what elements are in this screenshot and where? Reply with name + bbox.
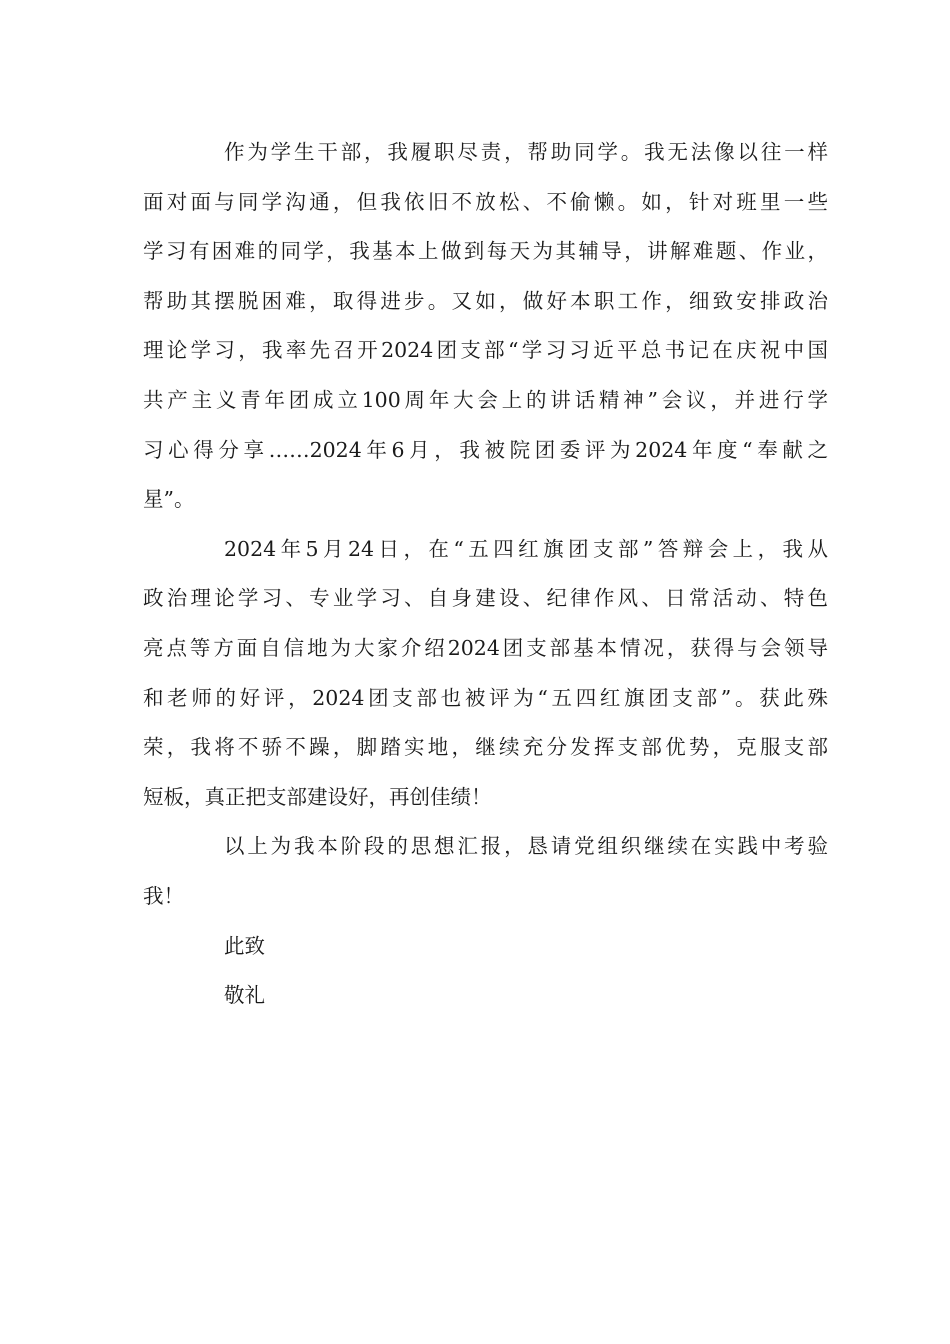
paragraph-student-cadre xyxy=(143,128,828,525)
paragraph-line: 荣，我将不骄不躁，脚踏实地，继续充分发挥支部优势，克服支部 xyxy=(143,735,828,760)
paragraph-line: 习心得分享……2024年6月，我被院团委评为2024年度“奉献之 xyxy=(143,437,828,462)
paragraph-line: 学习有困难的同学，我基本上做到每天为其辅导，讲解难题、作业， xyxy=(143,239,828,264)
paragraph-line: 亮点等方面自信地为大家介绍2024团支部基本情况，获得与会领导 xyxy=(143,635,828,660)
paragraph-line: 以上为我本阶段的思想汇报，恳请党组织继续在实践中考验 xyxy=(224,834,828,859)
paragraph-line: 我！ xyxy=(143,883,184,908)
paragraph-line: 政治理论学习、专业学习、自身建设、纪律作风、日常活动、特色 xyxy=(143,586,828,611)
paragraph-line: 短板，真正把支部建设好，再创佳绩！ xyxy=(143,784,492,809)
paragraph-line: 面对面与同学沟通，但我依旧不放松、不偷懒。如，针对班里一些 xyxy=(143,189,828,214)
paragraph-line: 共产主义青年团成立100周年大会上的讲话精神”会议，并进行学 xyxy=(143,387,828,412)
paragraph-line: 星”。 xyxy=(143,487,195,512)
letter-body xyxy=(143,128,828,1021)
closing-salutation: 此致 xyxy=(224,933,265,958)
paragraph-line: 和老师的好评，2024团支部也被评为“五四红旗团支部”。获此殊 xyxy=(143,685,828,710)
paragraph-line: 作为学生干部，我履职尽责，帮助同学。我无法像以往一样 xyxy=(224,140,828,164)
paragraph-red-flag-branch xyxy=(143,525,828,823)
paragraph-conclusion xyxy=(143,822,828,921)
paragraph-line: 2024年5月24日，在“五四红旗团支部”答辩会上，我从 xyxy=(224,536,828,561)
paragraph-line: 帮助其摆脱困难，取得进步。又如，做好本职工作，细致安排政治 xyxy=(143,288,828,313)
closing-regards: 敬礼 xyxy=(224,983,265,1008)
paragraph-line: 理论学习，我率先召开2024团支部“学习习近平总书记在庆祝中国 xyxy=(143,338,828,363)
